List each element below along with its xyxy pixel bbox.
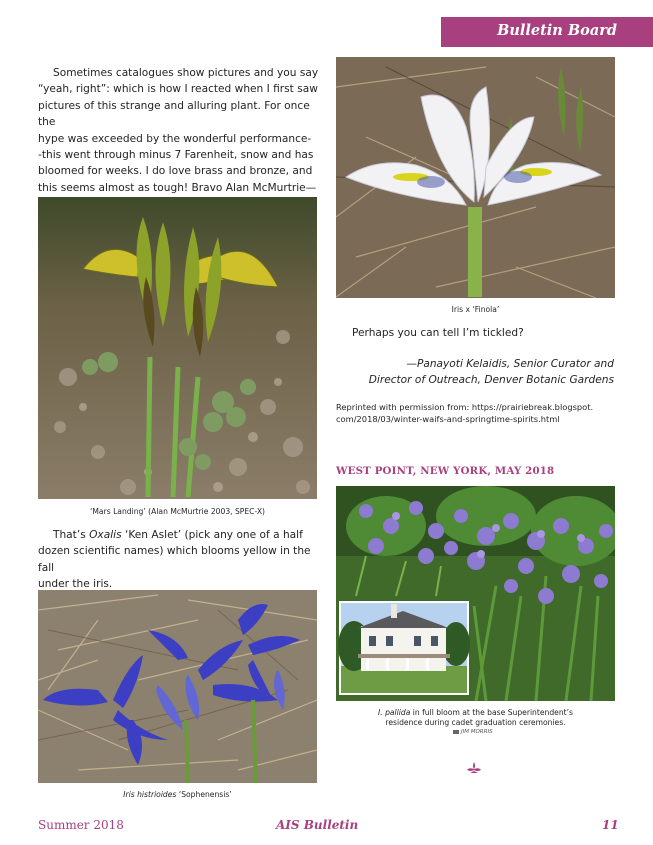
finola-caption: Iris x ‘Finola’	[451, 305, 500, 314]
oxalis-paragraph	[38, 527, 328, 593]
intro-line: “yeah, right”: which is how I reacted when I first saw	[38, 83, 318, 96]
intro-line: Sometimes catalogues show pictures and you say	[53, 67, 319, 79]
iris-ornament-icon	[467, 760, 481, 773]
oxalis-text: ‘Ken Aslet’ (pick any one of a half	[121, 529, 303, 541]
reprint-line: Reprinted with permission from: https://prairiebreak.blogspot.	[336, 402, 594, 412]
intro-line: this seems almost as tough! Bravo Alan McMurtrie—	[38, 181, 317, 194]
intro-line: hype was exceeded by the wonderful performance-	[38, 132, 312, 145]
intro-line: pictures of this strange and alluring plant. For once the	[38, 99, 310, 129]
caption-cultivar: ‘Sophenensis’	[176, 790, 232, 799]
oxalis-line: dozen scientific names) which blooms yellow in the fall	[38, 545, 311, 574]
intro-line: -this went through minus 7 Farenheit, snow and has	[38, 149, 314, 162]
attribution-line: Director of Outreach, Denver Botanic Gardens	[368, 374, 614, 387]
attribution-line: —Panayoti Kelaidis, Senior Curator and	[406, 358, 614, 370]
caption-line	[336, 708, 615, 718]
mars-landing-caption: ‘Mars Landing’ (Alan McMurtrie 2003, SPEC-X)	[89, 507, 266, 516]
west-point-photo	[336, 486, 615, 701]
attribution	[336, 356, 614, 389]
intro-paragraph	[38, 65, 328, 213]
oxalis-text: That’s	[53, 529, 90, 541]
tickled-line: Perhaps you can tell I’m tickled?	[352, 327, 524, 339]
oxalis-line	[38, 527, 328, 543]
credit-name: JIM MORRIS	[461, 729, 493, 735]
caption-species: Iris histrioides	[123, 790, 177, 799]
west-point-heading: WEST POINT, NEW YORK, MAY 2018	[336, 465, 555, 477]
histrioides-photo	[38, 590, 317, 783]
oxalis-line: under the iris.	[38, 578, 113, 591]
west-point-caption	[336, 708, 615, 728]
histrioides-caption	[38, 790, 317, 799]
caption-text: in full bloom at the base Superintendent’s	[410, 708, 573, 717]
caption-line: residence during cadet graduation ceremonies.	[385, 718, 566, 727]
mars-landing-photo	[38, 197, 317, 499]
footer-page-number: 11	[602, 818, 619, 832]
oxalis-genus: Oxalis	[89, 529, 122, 541]
intro-line: bloomed for weeks. I do love brass and bronze, and	[38, 165, 313, 178]
footer-publication: AIS Bulletin	[276, 818, 359, 832]
footer-issue: Summer 2018	[38, 818, 124, 832]
camera-icon	[453, 730, 459, 734]
section-title: Bulletin Board	[497, 22, 617, 39]
finola-photo	[336, 57, 615, 298]
caption-species: I. pallida	[378, 708, 411, 717]
section-banner	[441, 17, 653, 47]
photo-credit	[453, 729, 493, 735]
reprint-line: com/2018/03/winter-waifs-and-springtime-spirits.html	[336, 414, 560, 424]
reprint-notice	[336, 401, 626, 425]
